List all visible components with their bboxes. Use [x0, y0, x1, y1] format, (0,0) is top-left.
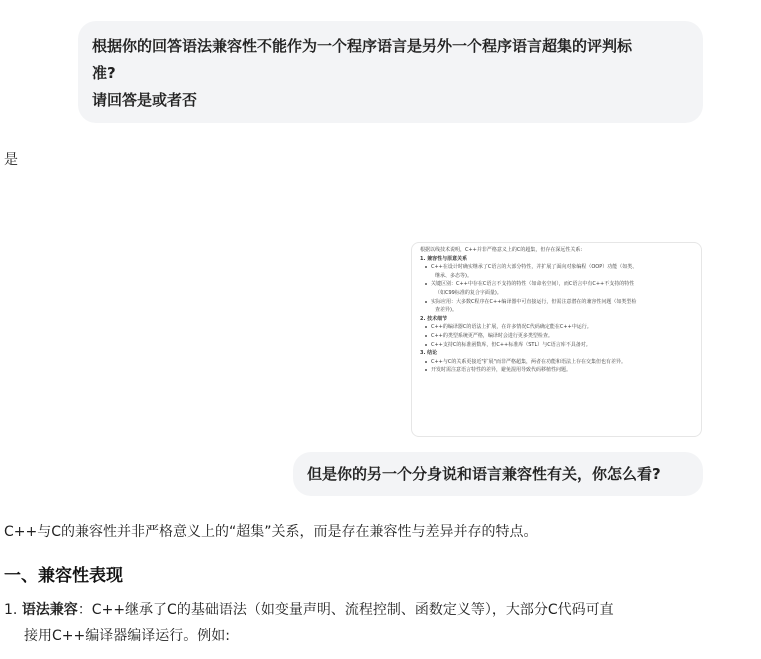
list-item-text: ：C++继承了C的基础语法（如变量声明、流程控制、函数定义等），大部分C代码可直: [77, 602, 614, 618]
assistant-reply-text: 是: [4, 152, 18, 168]
image-bullet: C++与C的关系更接近"扩展"而非严格超集，两者在功能和语法上存在交集但也有差异。: [420, 358, 693, 367]
list-item: [4, 597, 714, 623]
image-bullet: C++的类型系统更严格，编译时会进行更多类型检查。: [420, 332, 693, 341]
image-bullet: 开发时需注意语言特性的差异，避免混用导致代码移植性问题。: [420, 366, 693, 375]
user-message-line: 根据你的回答语法兼容性不能作为一个程序语言是另外一个程序语言超集的评判标: [92, 37, 633, 55]
list-item-bold: 语法兼容: [21, 602, 78, 618]
user-message-bubble: [78, 21, 703, 123]
image-bullet-cont: 继承、多态等)。: [435, 272, 472, 279]
image-text: 根据以线技术说明，C++并非严格意义上的C的超集，但存在深远性关系:: [420, 247, 583, 253]
image-section-title: 3. 结论: [420, 350, 438, 357]
list-item-number: 1.: [4, 602, 22, 618]
image-bullet-cont: 查差异)。: [435, 307, 457, 314]
assistant-reply-heading: 一、兼容性表现: [4, 566, 123, 586]
image-bullet: C++的编译器C的语法上扩展，在许多情况C代码确定能在C++中运行。: [420, 323, 693, 332]
list-item-continuation: 接用C++编译器编译运行。例如:: [24, 628, 230, 644]
user-message-line: 请回答是或者否: [92, 91, 198, 109]
image-bullet: 关键区别：C++中存在C语言不支持的特性（如命名空间），而C语言中有C++不支持的特性: [420, 280, 693, 289]
image-bullet: 实际应用：大多数C程序在C++编译器中可直接运行，但需注意潜在的兼容性问题（如类型检: [420, 298, 693, 307]
image-section-title: 1. 兼容性与原意关系: [420, 255, 468, 262]
user-message-bubble: 但是你的另一个分身说和语言兼容性有关，你怎么看?: [293, 452, 703, 496]
assistant-reply-list: [4, 597, 714, 649]
image-bullet: C++在设计时确实继承了C语言的大部分特性，并扩展了面向对象编程（OOP）功能（如类、: [420, 263, 693, 272]
image-bullet: C++支持C的标准函数库，但C++标准库（STL）与C语言库不具备对。: [420, 341, 693, 350]
image-section-title: 2. 技术细节: [420, 315, 448, 322]
attached-image-thumbnail[interactable]: [411, 242, 702, 437]
image-bullet-cont: （如C99标准的复合字面量)。: [435, 289, 502, 296]
user-message-line: 准?: [92, 64, 116, 82]
assistant-reply-paragraph: C++与C的兼容性并非严格意义上的“超集”关系，而是存在兼容性与差异并存的特点。: [4, 524, 538, 540]
